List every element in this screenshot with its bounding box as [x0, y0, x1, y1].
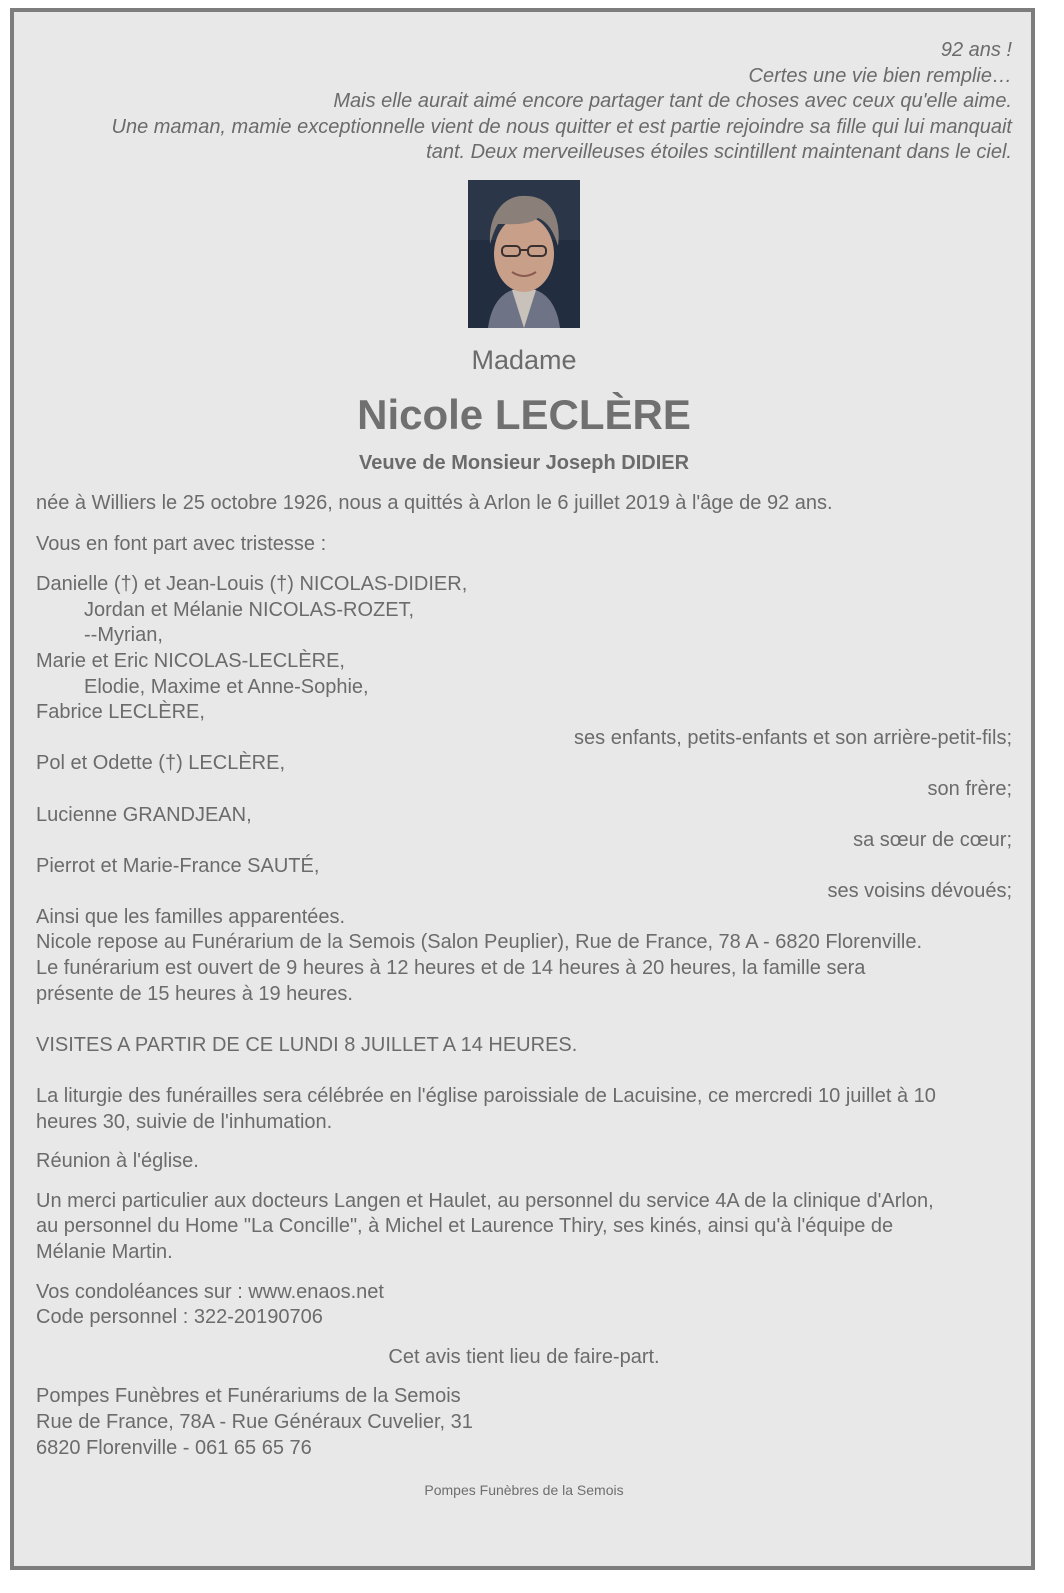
- blank-line: [36, 1058, 1012, 1084]
- family-line: Ainsi que les familles apparentées.: [36, 905, 346, 928]
- family-line: ses enfants, petits-enfants et son arrière-petit-fils;: [574, 726, 1012, 749]
- family-line: Marie et Eric NICOLAS-LECLÈRE,: [36, 649, 345, 672]
- widow-of: Veuve de Monsieur Joseph DIDIER: [358, 451, 690, 474]
- obituary-content: [36, 38, 1012, 1499]
- thanks-text: [36, 1189, 1012, 1266]
- liturgy-text: [36, 1084, 1012, 1135]
- funeral-home-name: Pompes Funèbres et Funérariums de la Semois: [36, 1385, 461, 1408]
- deceased-name: Nicole LECLÈRE: [357, 390, 691, 438]
- quote-line: tant. Deux merveilleuses étoiles scintillent maintenant dans le ciel.: [426, 141, 1012, 164]
- condolences: [36, 1280, 1012, 1331]
- quote-line: Une maman, mamie exceptionnelle vient de nous quitter et est partie rejoindre sa fille qui lui manquait: [111, 115, 1012, 138]
- family-line: Fabrice LECLÈRE,: [36, 701, 205, 724]
- family-line: Nicole repose au Funérarium de la Semois (Salon Peuplier), Rue de France, 78 A - 6820 Florenville.: [36, 931, 923, 954]
- personal-code: Code personnel : 322-20190706: [36, 1306, 323, 1329]
- reunion-text: Réunion à l'église.: [36, 1150, 199, 1173]
- family-line: Le funérarium est ouvert de 9 heures à 12 heures et de 14 heures à 20 heures, la famille sera: [36, 957, 866, 980]
- liturgy-line: heures 30, suivie de l'inhumation.: [36, 1110, 333, 1133]
- family-line: présente de 15 heures à 19 heures.: [36, 982, 353, 1005]
- family-line: Pierrot et Marie-France SAUTÉ,: [36, 854, 320, 877]
- condolences-line: Vos condoléances sur : www.enaos.net: [36, 1280, 384, 1303]
- blank-line: [36, 1007, 1012, 1033]
- intro-text: Vous en font part avec tristesse :: [36, 532, 327, 555]
- portrait-photo: [468, 180, 580, 328]
- thanks-line: au personnel du Home "La Concille", à Michel et Laurence Thiry, ses kinés, ainsi qu'à l'équipe de: [36, 1215, 894, 1238]
- quote-line: Mais elle aurait aimé encore partager tant de choses avec ceux qu'elle aime.: [333, 90, 1012, 113]
- family-list: [36, 572, 1012, 1084]
- footer-credit: Pompes Funèbres de la Semois: [424, 1482, 624, 1499]
- family-line: Pol et Odette (†) LECLÈRE,: [36, 752, 286, 775]
- thanks-line: Mélanie Martin.: [36, 1241, 173, 1263]
- header-quote: [36, 38, 1012, 166]
- family-line: sa sœur de cœur;: [853, 829, 1012, 852]
- family-line: Jordan et Mélanie NICOLAS-ROZET,: [84, 598, 415, 621]
- quote-line: Certes une vie bien remplie…: [748, 64, 1012, 87]
- obituary-frame: [10, 8, 1035, 1570]
- funeral-home-address: Rue de France, 78A - Rue Généraux Cuvelier, 31: [36, 1410, 473, 1433]
- funeral-home: [36, 1384, 1012, 1461]
- funeral-home-contact: 6820 Florenville - 061 65 65 76: [36, 1436, 312, 1459]
- salutation: Madame: [471, 344, 577, 375]
- notice-text: Cet avis tient lieu de faire-part.: [388, 1345, 660, 1368]
- family-line: ses voisins dévoués;: [827, 880, 1012, 903]
- photo-container: [36, 180, 1012, 328]
- family-line: Elodie, Maxime et Anne-Sophie,: [84, 675, 369, 698]
- liturgy-line: La liturgie des funérailles sera célébrée en l'église paroissiale de Lacuisine, ce mercredi 10 juillet à 10: [36, 1085, 936, 1108]
- family-line: Danielle (†) et Jean-Louis (†) NICOLAS-DIDIER,: [36, 573, 468, 596]
- family-line: Lucienne GRANDJEAN,: [36, 803, 252, 826]
- family-line: --Myrian,: [84, 624, 163, 647]
- family-line: son frère;: [927, 777, 1012, 800]
- birth-death-text: née à Williers le 25 octobre 1926, nous a quittés à Arlon le 6 juillet 2019 à l'âge de 92 ans.: [36, 491, 833, 514]
- thanks-line: Un merci particulier aux docteurs Langen et Haulet, au personnel du service 4A de la clinique d'Arlon,: [36, 1189, 934, 1212]
- quote-line: 92 ans !: [940, 39, 1012, 61]
- family-line: VISITES A PARTIR DE CE LUNDI 8 JUILLET A 14 HEURES.: [36, 1033, 578, 1056]
